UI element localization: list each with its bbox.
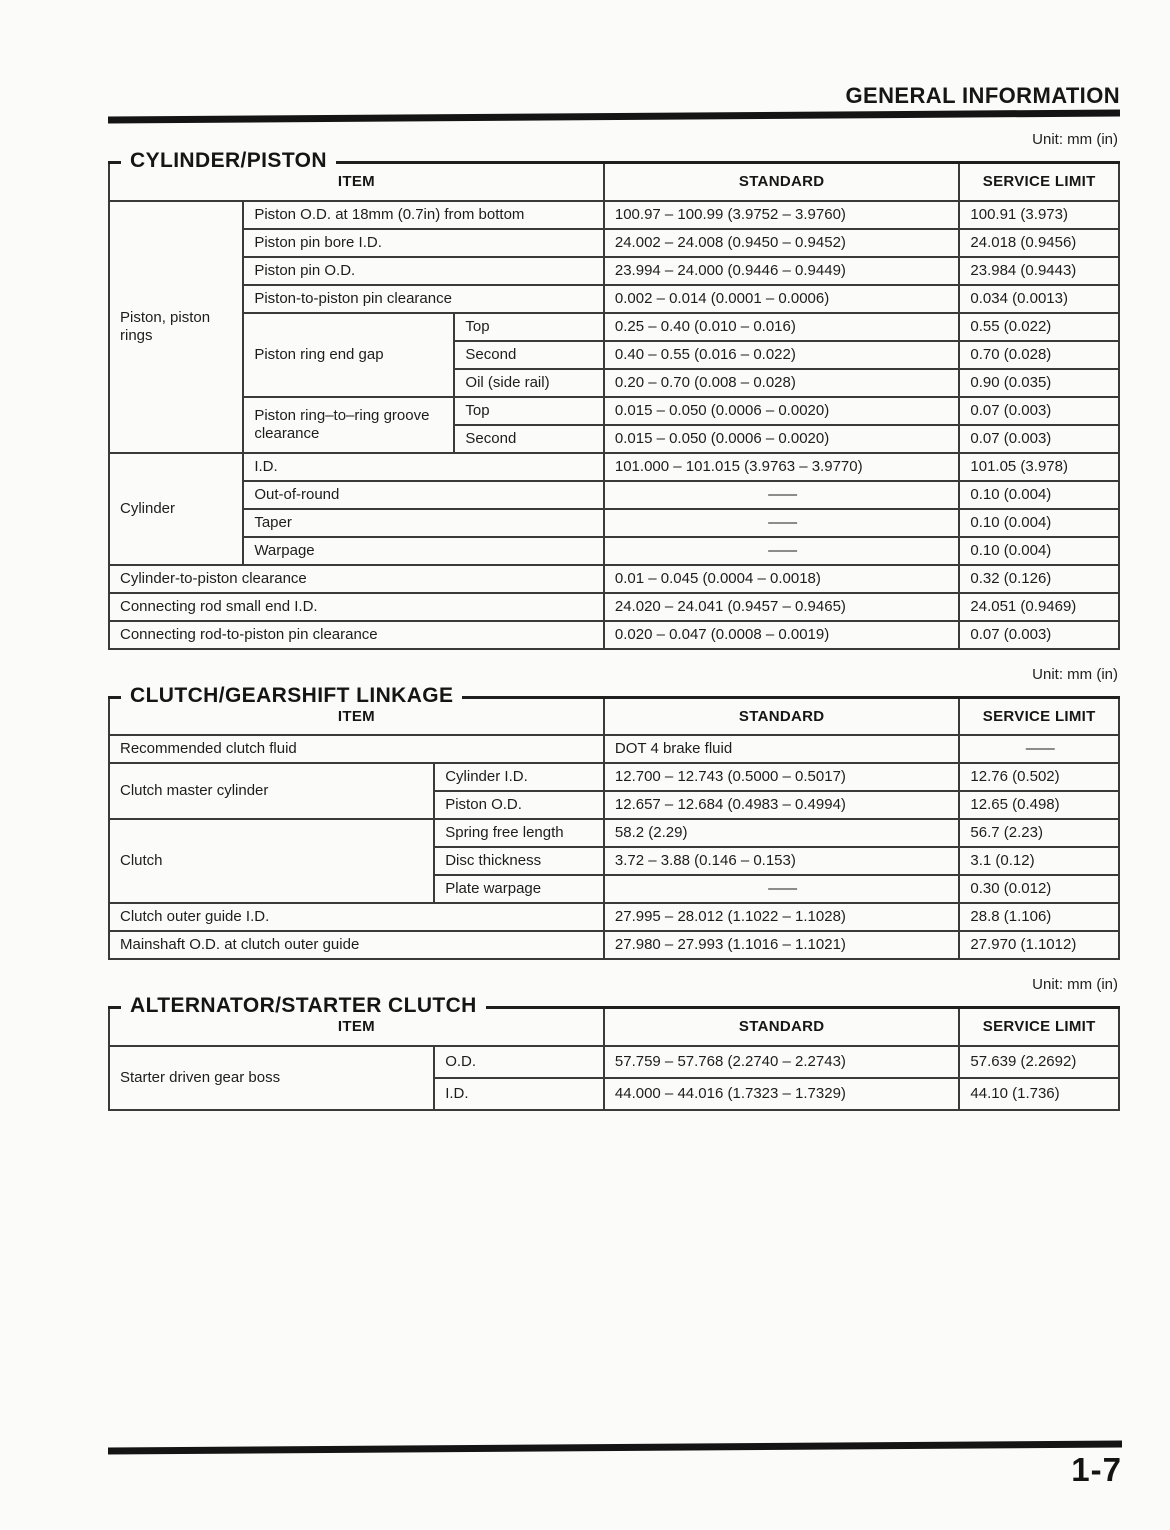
table-title-text: CLUTCH/GEARSHIFT LINKAGE xyxy=(121,684,462,708)
spec-cell: 27.995 – 28.012 (1.1022 – 1.1028) xyxy=(604,903,960,931)
unit-label: Unit: mm (in) xyxy=(1032,976,1118,993)
spec-cell: 12.657 – 12.684 (0.4983 – 0.4994) xyxy=(604,791,960,819)
spec-table-clutch-gearshift-linkage xyxy=(108,696,1120,961)
table-row xyxy=(109,1046,1119,1078)
column-header: STANDARD xyxy=(604,697,960,735)
table-title-text: CYLINDER/PISTON xyxy=(121,149,336,173)
page-header-title: GENERAL INFORMATION xyxy=(845,83,1120,108)
spec-cell: 0.07 (0.003) xyxy=(959,621,1119,649)
spec-cell: Oil (side rail) xyxy=(454,369,603,397)
column-header: SERVICE LIMIT xyxy=(959,697,1119,735)
spec-cell: 0.30 (0.012) xyxy=(959,875,1119,903)
spec-cell: —— xyxy=(604,875,960,903)
spec-cell: Second xyxy=(454,425,603,453)
spec-cell: 0.55 (0.022) xyxy=(959,313,1119,341)
spec-cell: 12.76 (0.502) xyxy=(959,763,1119,791)
spec-cell: Out-of-round xyxy=(243,481,604,509)
spec-cell: 0.07 (0.003) xyxy=(959,425,1119,453)
table-row xyxy=(109,509,1119,537)
table-header-row xyxy=(109,697,1119,735)
spec-cell: Piston O.D. at 18mm (0.7in) from bottom xyxy=(243,201,604,229)
spec-cell: —— xyxy=(604,537,960,565)
table-row xyxy=(109,257,1119,285)
table-row xyxy=(109,565,1119,593)
spec-cell: Second xyxy=(454,341,603,369)
spec-cell: 24.020 – 24.041 (0.9457 – 0.9465) xyxy=(604,593,960,621)
spec-cell: 44.10 (1.736) xyxy=(959,1078,1119,1110)
table-row xyxy=(109,819,1119,847)
spec-cell: 0.015 – 0.050 (0.0006 – 0.0020) xyxy=(604,425,960,453)
spec-cell: Piston ring–to–ring groove clearance xyxy=(243,397,454,453)
spec-cell: —— xyxy=(604,481,960,509)
spec-cell: 100.97 – 100.99 (3.9752 – 3.9760) xyxy=(604,201,960,229)
spec-cell: 0.25 – 0.40 (0.010 – 0.016) xyxy=(604,313,960,341)
table-row xyxy=(109,537,1119,565)
spec-cell: 0.002 – 0.014 (0.0001 – 0.0006) xyxy=(604,285,960,313)
spec-cell: Connecting rod small end I.D. xyxy=(109,593,604,621)
table-row xyxy=(109,931,1119,959)
spec-cell: 3.72 – 3.88 (0.146 – 0.153) xyxy=(604,847,960,875)
spec-cell: 0.70 (0.028) xyxy=(959,341,1119,369)
footer-rule xyxy=(108,1440,1122,1454)
spec-cell: 23.994 – 24.000 (0.9446 – 0.9449) xyxy=(604,257,960,285)
spec-cell: 23.984 (0.9443) xyxy=(959,257,1119,285)
spec-cell: 0.40 – 0.55 (0.016 – 0.022) xyxy=(604,341,960,369)
spec-cell: 58.2 (2.29) xyxy=(604,819,960,847)
spec-cell: O.D. xyxy=(434,1046,604,1078)
spec-cell: 3.1 (0.12) xyxy=(959,847,1119,875)
spec-cell: 101.000 – 101.015 (3.9763 – 3.9770) xyxy=(604,453,960,481)
page-number: 1-7 xyxy=(1071,1451,1122,1488)
spec-table-alternator-starter-clutch xyxy=(108,1006,1120,1111)
spec-cell: Cylinder xyxy=(109,453,243,565)
spec-cell: 0.020 – 0.047 (0.0008 – 0.0019) xyxy=(604,621,960,649)
spec-cell: Mainshaft O.D. at clutch outer guide xyxy=(109,931,604,959)
spec-cell: 0.10 (0.004) xyxy=(959,481,1119,509)
spec-cell: Top xyxy=(454,397,603,425)
spec-cell: 100.91 (3.973) xyxy=(959,201,1119,229)
spec-cell: 0.015 – 0.050 (0.0006 – 0.0020) xyxy=(604,397,960,425)
spec-cell: 0.07 (0.003) xyxy=(959,397,1119,425)
spec-cell: Clutch master cylinder xyxy=(109,763,434,819)
spec-cell: 24.018 (0.9456) xyxy=(959,229,1119,257)
unit-label: Unit: mm (in) xyxy=(1032,665,1118,683)
spec-cell: 0.20 – 0.70 (0.008 – 0.028) xyxy=(604,369,960,397)
table-row xyxy=(109,229,1119,257)
spec-cell: I.D. xyxy=(243,453,604,481)
column-header: ITEM xyxy=(109,163,604,201)
spec-cell: 57.759 – 57.768 (2.2740 – 2.2743) xyxy=(604,1046,960,1078)
spec-cell: Piston ring end gap xyxy=(243,313,454,397)
table-row xyxy=(109,397,1119,425)
spec-cell: Spring free length xyxy=(434,819,604,847)
column-header: STANDARD xyxy=(604,163,960,201)
table-row xyxy=(109,763,1119,791)
spec-cell: Plate warpage xyxy=(434,875,604,903)
spec-cell: Piston O.D. xyxy=(434,791,604,819)
spec-cell: 0.034 (0.0013) xyxy=(959,285,1119,313)
spec-cell: Cylinder-to-piston clearance xyxy=(109,565,604,593)
spec-cell: I.D. xyxy=(434,1078,604,1110)
column-header: SERVICE LIMIT xyxy=(959,163,1119,201)
table-row xyxy=(109,621,1119,649)
clutch-gearshift-section xyxy=(108,684,1120,961)
spec-cell: 56.7 (2.23) xyxy=(959,819,1119,847)
table-row xyxy=(109,481,1119,509)
spec-cell: Warpage xyxy=(243,537,604,565)
table-row xyxy=(109,453,1119,481)
table-title-text: ALTERNATOR/STARTER CLUTCH xyxy=(121,994,486,1018)
spec-cell: 0.01 – 0.045 (0.0004 – 0.0018) xyxy=(604,565,960,593)
table-header-row xyxy=(109,163,1119,201)
spec-cell: Taper xyxy=(243,509,604,537)
spec-cell: 24.002 – 24.008 (0.9450 – 0.9452) xyxy=(604,229,960,257)
document-header xyxy=(108,0,1120,108)
table-header-row xyxy=(109,1008,1119,1046)
spec-cell: —— xyxy=(959,735,1119,763)
spec-cell: Top xyxy=(454,313,603,341)
spec-cell: 12.65 (0.498) xyxy=(959,791,1119,819)
spec-cell: 0.10 (0.004) xyxy=(959,509,1119,537)
spec-cell: 12.700 – 12.743 (0.5000 – 0.5017) xyxy=(604,763,960,791)
spec-cell: Connecting rod-to-piston pin clearance xyxy=(109,621,604,649)
table-row xyxy=(109,201,1119,229)
spec-cell: Recommended clutch fluid xyxy=(109,735,604,763)
spec-cell: 0.32 (0.126) xyxy=(959,565,1119,593)
spec-cell: Piston pin bore I.D. xyxy=(243,229,604,257)
table-row xyxy=(109,593,1119,621)
spec-cell: 101.05 (3.978) xyxy=(959,453,1119,481)
spec-cell: 27.980 – 27.993 (1.1016 – 1.1021) xyxy=(604,931,960,959)
spec-cell: DOT 4 brake fluid xyxy=(604,735,960,763)
spec-cell: 0.10 (0.004) xyxy=(959,537,1119,565)
table-row xyxy=(109,903,1119,931)
cylinder-piston-section xyxy=(108,149,1120,650)
spec-cell: 57.639 (2.2692) xyxy=(959,1046,1119,1078)
spec-cell: Disc thickness xyxy=(434,847,604,875)
spec-cell: Clutch outer guide I.D. xyxy=(109,903,604,931)
spec-cell: 44.000 – 44.016 (1.7323 – 1.7329) xyxy=(604,1078,960,1110)
spec-cell: Cylinder I.D. xyxy=(434,763,604,791)
spec-cell: Piston-to-piston pin clearance xyxy=(243,285,604,313)
spec-cell: 24.051 (0.9469) xyxy=(959,593,1119,621)
spec-cell: —— xyxy=(604,509,960,537)
alternator-starter-section xyxy=(108,994,1120,1111)
spec-cell: Piston, piston rings xyxy=(109,201,243,453)
column-header: ITEM xyxy=(109,697,604,735)
spec-cell: 28.8 (1.106) xyxy=(959,903,1119,931)
spec-cell: Starter driven gear boss xyxy=(109,1046,434,1110)
spec-cell: 0.90 (0.035) xyxy=(959,369,1119,397)
column-header: ITEM xyxy=(109,1008,604,1046)
column-header: STANDARD xyxy=(604,1008,960,1046)
spec-cell: 27.970 (1.1012) xyxy=(959,931,1119,959)
spec-table-cylinder-piston xyxy=(108,161,1120,650)
page-content xyxy=(108,0,1120,1111)
column-header: SERVICE LIMIT xyxy=(959,1008,1119,1046)
header-rule xyxy=(108,109,1120,123)
unit-label: Unit: mm (in) xyxy=(1032,131,1118,148)
table-row xyxy=(109,285,1119,313)
spec-cell: Clutch xyxy=(109,819,434,903)
table-row xyxy=(109,313,1119,341)
table-row xyxy=(109,735,1119,763)
spec-cell: Piston pin O.D. xyxy=(243,257,604,285)
